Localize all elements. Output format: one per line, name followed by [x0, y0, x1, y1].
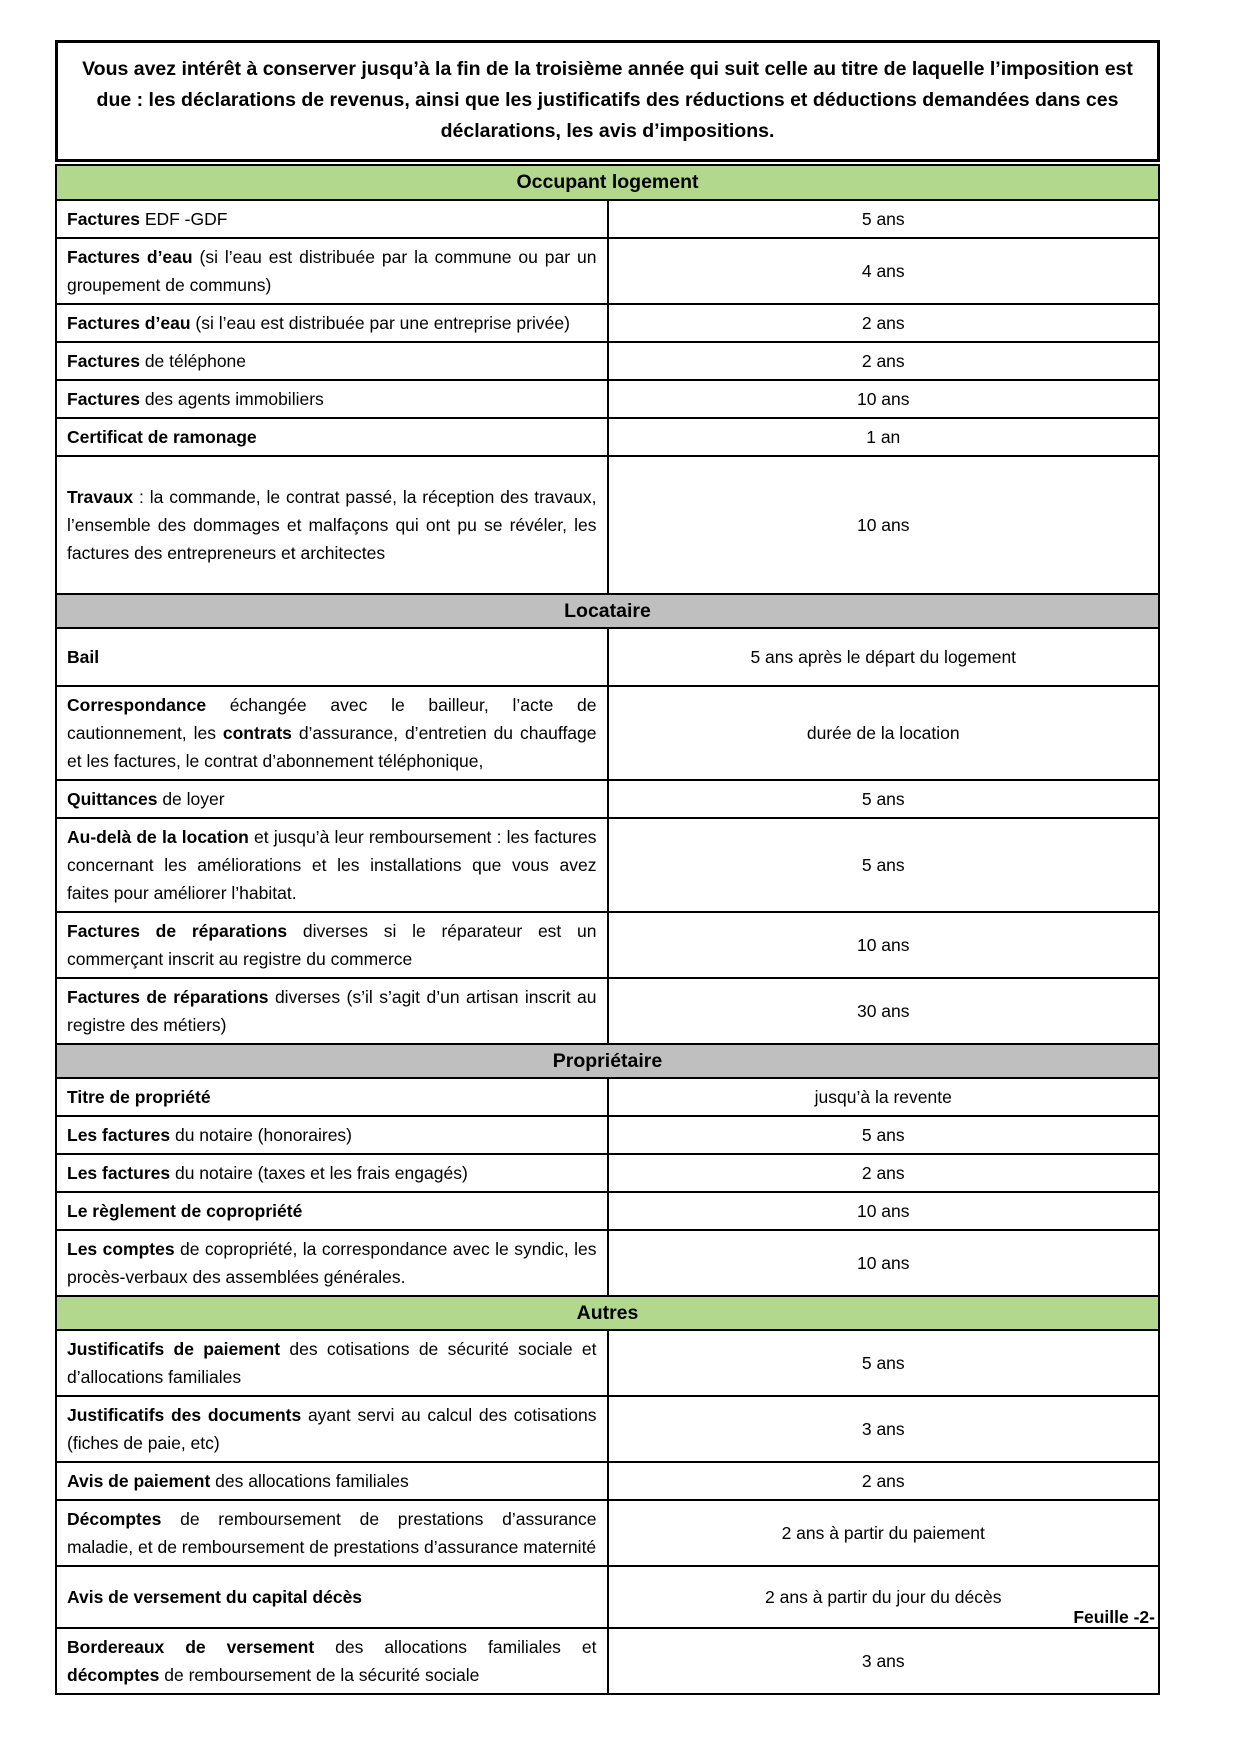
label-bold-text: Factures de réparations: [67, 920, 288, 941]
duration-cell: 10 ans: [608, 1192, 1160, 1230]
label-bold-text: Factures: [67, 350, 140, 371]
table-row: [56, 200, 1159, 238]
label-text: de remboursement de prestations d’assurance maladie, et de remboursement de prestations d’assurance maternité: [67, 1509, 597, 1558]
table-row: [56, 418, 1159, 456]
label-bold-text: Avis de versement du capital décès: [67, 1587, 363, 1608]
section-header-row: [56, 1044, 1159, 1078]
document-label-cell: [56, 978, 608, 1044]
label-bold-text: Justificatifs des documents: [67, 1405, 302, 1426]
duration-cell: 2 ans: [608, 1154, 1160, 1192]
duration-cell: 2 ans: [608, 1462, 1160, 1500]
table-row: [56, 1078, 1159, 1116]
label-text: et jusqu’à leur remboursement : les factures concernant les améliorations et les installations que vous avez faites pour améliorer l’habitat.: [67, 826, 597, 903]
label-text: : la commande, le contrat passé, la réception des travaux, l’ensemble des dommages et malfaçons qui ont pu se révéler, les factures des entrepreneurs et architectes: [67, 486, 597, 563]
label-text: (si l’eau est distribuée par la commune ou par un groupement de communs): [67, 246, 597, 295]
label-bold-text: Quittances: [67, 788, 158, 809]
label-text: du notaire (honoraires): [170, 1125, 353, 1146]
label-bold-text: Factures d’eau: [67, 246, 193, 267]
label-text: de loyer: [157, 788, 225, 809]
page-number: Feuille -2-: [1073, 1607, 1155, 1627]
duration-cell: 2 ans à partir du jour du décès: [608, 1566, 1160, 1628]
table-row: [56, 1116, 1159, 1154]
document-label-cell: [56, 380, 608, 418]
table-row: [56, 238, 1159, 304]
section-title: Locataire: [56, 594, 1159, 628]
duration-cell: 30 ans: [608, 978, 1160, 1044]
section-header-row: [56, 165, 1159, 199]
table-row: [56, 1628, 1159, 1694]
section-title: Propriétaire: [56, 1044, 1159, 1078]
duration-cell: 5 ans: [608, 818, 1160, 912]
label-text: des allocations familiales et: [314, 1637, 597, 1658]
duration-cell: 10 ans: [608, 912, 1160, 978]
label-text: du notaire (taxes et les frais engagés): [170, 1163, 468, 1184]
duration-cell: 3 ans: [608, 1628, 1160, 1694]
table-row: [56, 978, 1159, 1044]
document-label-cell: [56, 1462, 608, 1500]
label-bold-text: Avis de paiement: [67, 1471, 211, 1492]
document-label-cell: [56, 342, 608, 380]
duration-cell: 5 ans: [608, 1330, 1160, 1396]
duration-cell: 10 ans: [608, 456, 1160, 594]
section-header-row: [56, 1296, 1159, 1330]
label-bold-text: Le règlement de copropriété: [67, 1201, 303, 1222]
duration-cell: 10 ans: [608, 380, 1160, 418]
table-row: [56, 1566, 1159, 1628]
document-label-cell: [56, 1396, 608, 1462]
label-bold-text: décomptes: [67, 1665, 160, 1686]
document-label-cell: [56, 780, 608, 818]
label-text: de copropriété, la correspondance avec le syndic, les procès-verbaux des assemblées générales.: [67, 1239, 597, 1288]
table-row: [56, 1500, 1159, 1566]
document-label-cell: [56, 1154, 608, 1192]
table-row: [56, 456, 1159, 594]
table-row: [56, 380, 1159, 418]
table-row: [56, 1396, 1159, 1462]
label-text: diverses si le réparateur est un commerçant inscrit au registre du commerce: [67, 920, 597, 969]
document-label-cell: [56, 418, 608, 456]
table-row: [56, 818, 1159, 912]
duration-cell: 2 ans: [608, 342, 1160, 380]
retention-table-body: [56, 165, 1159, 1694]
label-bold-text: Bail: [67, 646, 100, 667]
label-bold-text: Factures de réparations: [67, 986, 269, 1007]
label-text: de remboursement de la sécurité sociale: [159, 1665, 480, 1686]
label-bold-text: Factures: [67, 388, 140, 409]
duration-cell: jusqu’à la revente: [608, 1078, 1160, 1116]
duration-cell: 5 ans: [608, 1116, 1160, 1154]
duration-cell: 4 ans: [608, 238, 1160, 304]
duration-cell: durée de la location: [608, 686, 1160, 780]
table-row: [56, 1192, 1159, 1230]
duration-cell: 5 ans: [608, 200, 1160, 238]
document-label-cell: [56, 1330, 608, 1396]
document-label-cell: [56, 1078, 608, 1116]
document-label-cell: [56, 1628, 608, 1694]
label-bold-text: contrats: [222, 722, 292, 743]
section-header-row: [56, 594, 1159, 628]
label-bold-text: Bordereaux de versement: [67, 1637, 315, 1658]
label-bold-text: Titre de propriété: [67, 1087, 211, 1108]
duration-cell: 2 ans à partir du paiement: [608, 1500, 1160, 1566]
retention-table: [55, 164, 1160, 1695]
document-label-cell: [56, 1500, 608, 1566]
section-title: Occupant logement: [56, 165, 1159, 199]
section-title: Autres: [56, 1296, 1159, 1330]
label-bold-text: Travaux: [67, 486, 134, 507]
label-text: de téléphone: [139, 350, 247, 371]
document-label-cell: [56, 304, 608, 342]
document-label-cell: [56, 1192, 608, 1230]
table-row: [56, 342, 1159, 380]
document-label-cell: [56, 1116, 608, 1154]
table-row: [56, 628, 1159, 686]
table-row: [56, 1230, 1159, 1296]
label-bold-text: Factures d’eau: [67, 312, 191, 333]
table-row: [56, 304, 1159, 342]
duration-cell: 2 ans: [608, 304, 1160, 342]
table-row: [56, 1462, 1159, 1500]
document-label-cell: [56, 200, 608, 238]
document-sheet: [55, 40, 1160, 1695]
document-label-cell: [56, 1230, 608, 1296]
label-text: d’assurance, d’entretien du chauffage et les factures, le contrat d’abonnement téléphonique,: [67, 722, 597, 771]
label-bold-text: Les comptes: [67, 1239, 175, 1260]
label-bold-text: Décomptes: [67, 1509, 162, 1530]
document-label-cell: [56, 1566, 608, 1628]
label-bold-text: Les factures: [67, 1163, 171, 1184]
label-bold-text: Justificatifs de paiement: [67, 1339, 281, 1360]
duration-cell: 1 an: [608, 418, 1160, 456]
document-label-cell: [56, 628, 608, 686]
table-row: [56, 780, 1159, 818]
label-text: échangée avec le bailleur, l’acte de cautionnement, les: [67, 694, 597, 743]
document-label-cell: [56, 456, 608, 594]
document-label-cell: [56, 238, 608, 304]
label-text: diverses (s’il s’agit d’un artisan inscrit au registre des métiers): [67, 986, 597, 1035]
document-label-cell: [56, 818, 608, 912]
label-bold-text: Factures: [67, 208, 140, 229]
label-text: ayant servi au calcul des cotisations (fiches de paie, etc): [67, 1405, 597, 1454]
table-row: [56, 686, 1159, 780]
label-text: (si l’eau est distribuée par une entreprise privée): [190, 312, 570, 333]
label-bold-text: Certificat de ramonage: [67, 426, 257, 447]
label-bold-text: Correspondance: [67, 694, 207, 715]
label-bold-text: Au-delà de la location: [67, 826, 249, 847]
label-text: des allocations familiales: [210, 1471, 409, 1492]
label-text: EDF -GDF: [139, 208, 228, 229]
table-row: [56, 1330, 1159, 1396]
document-label-cell: [56, 912, 608, 978]
duration-cell: 10 ans: [608, 1230, 1160, 1296]
table-row: [56, 912, 1159, 978]
table-row: [56, 1154, 1159, 1192]
duration-cell: 5 ans après le départ du logement: [608, 628, 1160, 686]
label-text: des cotisations de sécurité sociale et d’allocations familiales: [67, 1339, 597, 1388]
duration-cell: 5 ans: [608, 780, 1160, 818]
intro-note: Vous avez intérêt à conserver jusqu’à la fin de la troisième année qui suit celle au titre de laquelle l’imposition est due : les déclarations de revenus, ainsi que les justificatifs des réductions et déductions demandées dans ces déclarations, les avis d’impositions.: [55, 40, 1160, 162]
label-bold-text: Les factures: [67, 1125, 171, 1146]
document-label-cell: [56, 686, 608, 780]
duration-cell: 3 ans: [608, 1396, 1160, 1462]
label-text: des agents immobiliers: [139, 388, 324, 409]
